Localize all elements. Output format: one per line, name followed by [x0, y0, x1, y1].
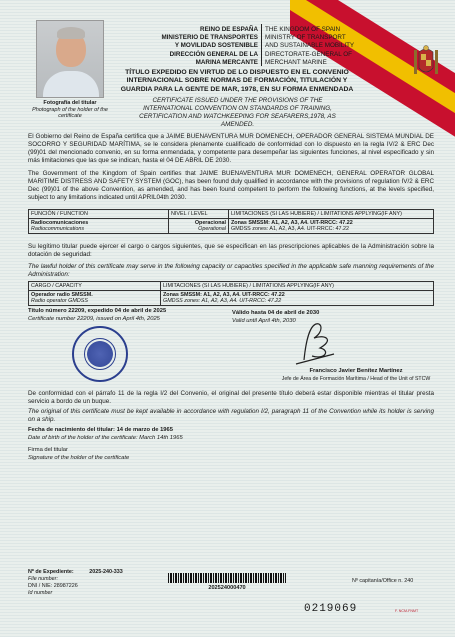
- authority-es-line: REINO DE ESPAÑA: [200, 26, 258, 33]
- file-value: 2025-240-333: [89, 569, 123, 575]
- level-es: Operacional: [194, 220, 226, 226]
- photo-caption-es: Fotografía del titular: [43, 100, 97, 106]
- header-divider: [261, 24, 262, 66]
- file-label-es: Nº de Expediente:: [28, 569, 74, 575]
- holder-photo: [36, 20, 104, 98]
- office-number: Nº capitanía/Office n. 240: [352, 578, 414, 584]
- th-capacity-limitations: LIMITACIONES (SI LAS HUBIERE) / LIMITATIONS APPLYING(IF ANY): [161, 282, 434, 291]
- barcode-number: 202524000470: [208, 585, 246, 591]
- cert-number-en: Certificate number 22209, issued on April 4th, 2025: [28, 315, 160, 322]
- limitations-es: Zonas SMSSM: A1, A2, A3, A4. UIT-RRCC: 47.22: [231, 220, 353, 226]
- birth-block: [28, 427, 328, 442]
- limitations-en: GMDSS zones: A1, A2, A3, A4. UIT-RRCC: 47.22: [231, 226, 350, 232]
- level-en: Operational: [198, 226, 226, 232]
- birth-en: Date of birth of the holder of the certificate: March 14th 1965: [28, 434, 183, 441]
- serial-number: 0219069: [304, 603, 358, 615]
- official-stamp-icon: [72, 326, 128, 382]
- id-label: DNI / NIE:: [28, 583, 53, 590]
- coat-of-arms-icon: [413, 44, 439, 78]
- file-block: [28, 569, 158, 597]
- signer-role: Jefe de Área de Formación Marítima / Head of the Unit of STCW: [281, 375, 431, 382]
- cert-number-block: [28, 308, 208, 323]
- file-label-en: File number:: [28, 576, 58, 583]
- id-value: 28987226: [53, 583, 78, 590]
- authority-es: [150, 26, 258, 67]
- fnmt-mark: F. NCM-FNMT: [395, 609, 419, 613]
- th-level: NIVEL / LEVEL: [169, 210, 229, 219]
- holder-signature-block: [28, 447, 328, 462]
- authority-en-line: MERCHANT MARINE: [265, 58, 327, 66]
- photo-caption: [26, 100, 114, 120]
- signer-block: [270, 368, 442, 382]
- holder-signature-en: Signature of the holder of the certificate: [28, 454, 130, 461]
- table-row: [29, 291, 434, 306]
- authority-es-line: DIRECCIÓN GENERAL DE LA: [169, 50, 258, 58]
- capacity-en: The lawful holder of this certificate may serve in the following capacity or capacities specified in the applicable safe manning requirements of the Administration:: [28, 263, 434, 279]
- certification-es: El Gobierno del Reino de España certifica que a JAIME BUENAVENTURA MUR DOMENECH, OPERADOR GENERAL SISTEMA MUNDIAL DE SOCORRO Y SEGURIDAD MARÍTIMA, se le considera plenamente cualificado de conformidad con lo dispuesto en la regla IV/2 & ERC Dec (99)01 del mencionado convenio, en su forma enmendada, y competente para desempeñar las siguientes funciones, al nivel especificado y sin más limitaciones que las que se indican, hasta el 04 DE ABRIL DE 2030.: [28, 133, 434, 165]
- capacity-lim-es: Zonas SMSSM: A1, A2, A3, A4. UIT-RRCC: 47.22: [163, 292, 285, 298]
- authority-es-line: Y MOVILIDAD SOSTENIBLE: [174, 42, 258, 50]
- photo-caption-en: Photograph of the holder of the certificate: [32, 106, 108, 120]
- cert-number-es: Título número 22209, expedido 04 de abril de 2025: [28, 308, 167, 314]
- signer-name: Francisco Javier Benítez Martínez: [309, 368, 403, 374]
- barcode-icon: [168, 573, 286, 583]
- authority-en-line: THE KINGDOM OF SPAIN: [265, 26, 341, 33]
- id-label-en: Id number: [28, 590, 53, 597]
- conformity-es: De conformidad con el párrafo 11 de la regla I/2 del Convenio, el original del presente título deberá estar disponible mientras el titular presta servicio a bordo de un buque.: [28, 390, 434, 406]
- birth-es: Fecha de nacimiento del titular: 14 de marzo de 1965: [28, 427, 173, 433]
- th-limitations: LIMITACIONES (SI LAS HUBIERE) / LIMITATIONS APPLYING(IF ANY): [229, 210, 434, 219]
- function-es: Radiocomunicaciones: [31, 220, 89, 226]
- title-es: TÍTULO EXPEDIDO EN VIRTUD DE LO DISPUESTO EN EL CONVENIO INTERNACIONAL SOBRE NORMAS DE FORMACIÓN, TITULACIÓN Y GUARDIA PARA LA GENTE DE MAR, 1978, EN SU FORMA ENMENDADA: [120, 69, 354, 93]
- authority-es-line: MINISTERIO DE TRANSPORTES: [161, 34, 258, 42]
- conformity-en: The original of this certificate must be kept available in accordance with regulation I/2, paragraph 11 of the Convention while its holder is serving on a ship.: [28, 408, 434, 424]
- holder-signature-es: Firma del titular: [28, 447, 68, 453]
- function-en: Radiocommunications: [31, 226, 85, 232]
- capacity-es: Su legítimo titular puede ejercer el cargo o cargos siguientes, que se especifican en las prescripciones aplicables de la Administración sobre la dotación de seguridad:: [28, 243, 434, 259]
- functions-table: [28, 209, 434, 234]
- th-capacity: CARGO / CAPACITY: [29, 282, 161, 291]
- authority-en-line: DIRECTORATE-GENERAL OF: [265, 50, 352, 58]
- certification-en: The Government of the Kingdom of Spain certifies that JAIME BUENAVENTURA MUR DOMENECH, GENERAL OPERATOR GLOBAL MARITIME DISTRESS AND SAFETY SYSTEM (GOC), has been found duly qualified in accordance with the provisions of regulation IV/2 & ERC Dec (99)01 of the above Convention, as amended, and has been found competent to perform the following functions, at the levels specified, subject to any limitations indicated until APRIL04th 2030.: [28, 170, 434, 202]
- th-function: FUNCIÓN / FUNCTION: [29, 210, 169, 219]
- valid-en: Valid until April 4th, 2030: [232, 317, 296, 324]
- authority-en: [265, 26, 375, 67]
- valid-es: Válido hasta 04 de abril de 2030: [232, 310, 320, 316]
- authority-es-line: MARINA MERCANTE: [195, 58, 258, 66]
- capacity-value-en: Radio operator GMDSS: [31, 298, 88, 304]
- title-en: CERTIFICATE ISSUED UNDER THE PROVISIONS OF THE INTERNATIONAL CONVENTION ON STANDARDS OF TRAINING, CERTIFICATION AND WATCHKEEPING FOR SEAFARERS,1978, AS AMENDED.: [139, 97, 336, 128]
- table-row: [29, 219, 434, 234]
- capacity-lim-en: GMDSS zones: A1, A2, A3, A4. UIT-RRCC: 47.22: [163, 298, 282, 304]
- official-signature-icon: [286, 320, 346, 368]
- authority-en-line: AND SUSTAINABLE MOBILITY: [265, 42, 355, 50]
- authority-en-line: MINISTRY OF TRANSPORT: [265, 34, 346, 42]
- capacity-table: [28, 281, 434, 306]
- capacity-value-es: Operador radio SMSSM.: [31, 292, 93, 298]
